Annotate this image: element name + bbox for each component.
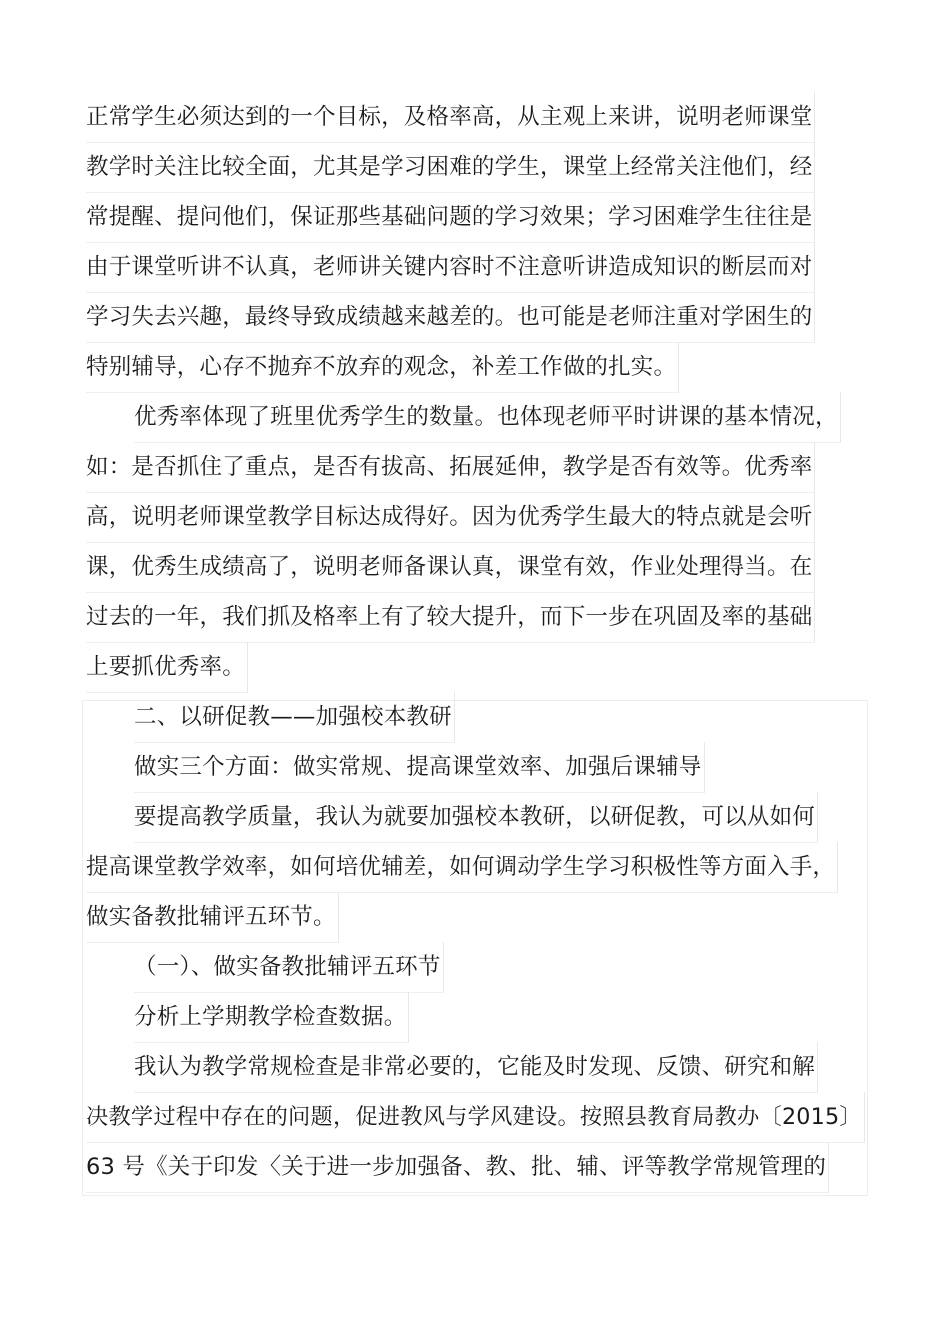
paragraph-line: 过去的一年，我们抓及格率上有了较大提升，而下一步在巩固及率的基础 xyxy=(86,592,815,643)
paragraph-line: 教学时关注比较全面，尤其是学习困难的学生，课堂上经常关注他们，经 xyxy=(86,142,815,193)
paragraph-line: 我认为教学常规检查是非常必要的，它能及时发现、反馈、研究和解 xyxy=(134,1042,818,1093)
paragraph-line: 正常学生必须达到的一个目标，及格率高，从主观上来讲，说明老师课堂 xyxy=(86,92,815,143)
paragraph-line: 要提高教学质量，我认为就要加强校本教研，以研促教，可以从如何 xyxy=(134,792,818,843)
section-subheading: 做实三个方面：做实常规、提高课堂效率、加强后课辅导 xyxy=(134,742,705,793)
paragraph-line: 学习失去兴趣，最终导致成绩越来越差的。也可能是老师注重对学困生的 xyxy=(86,292,815,343)
paragraph-line: 上要抓优秀率。 xyxy=(86,642,248,693)
paragraph-line: 如：是否抓住了重点，是否有拔高、拓展延伸，教学是否有效等。优秀率 xyxy=(86,442,815,493)
paragraph-line: 决教学过程中存在的问题，促进教风与学风建设。按照县教育局教办〔2015〕 xyxy=(86,1092,865,1143)
paragraph-line: 做实备教批辅评五环节。 xyxy=(86,892,339,943)
paragraph-line: 由于课堂听讲不认真，老师讲关键内容时不注意听讲造成知识的断层而对 xyxy=(86,242,815,293)
paragraph-line: 特别辅导，心存不抛弃不放弃的观念，补差工作做的扎实。 xyxy=(86,342,679,393)
paragraph-line: 课，优秀生成绩高了，说明老师备课认真，课堂有效，作业处理得当。在 xyxy=(86,542,815,593)
paragraph-line: 分析上学期教学检查数据。 xyxy=(134,992,409,1043)
paragraph-line: 常提醒、提问他们，保证那些基础问题的学习效果；学习困难学生往往是 xyxy=(86,192,815,243)
paragraph-line: 提高课堂教学效率，如何培优辅差，如何调动学生学习积极性等方面入手， xyxy=(86,842,838,893)
paragraph-line: 63 号《关于印发〈关于进一步加强备、教、批、辅、评等教学常规管理的 xyxy=(86,1142,829,1193)
paragraph-line: 高，说明老师课堂教学目标达成得好。因为优秀学生最大的特点就是会听 xyxy=(86,492,815,543)
section-heading: 二、以研促教——加强校本教研 xyxy=(134,692,455,743)
subsection-heading: （一）、做实备教批辅评五环节 xyxy=(134,942,444,993)
paragraph-line: 优秀率体现了班里优秀学生的数量。也体现老师平时讲课的基本情况， xyxy=(134,392,841,443)
